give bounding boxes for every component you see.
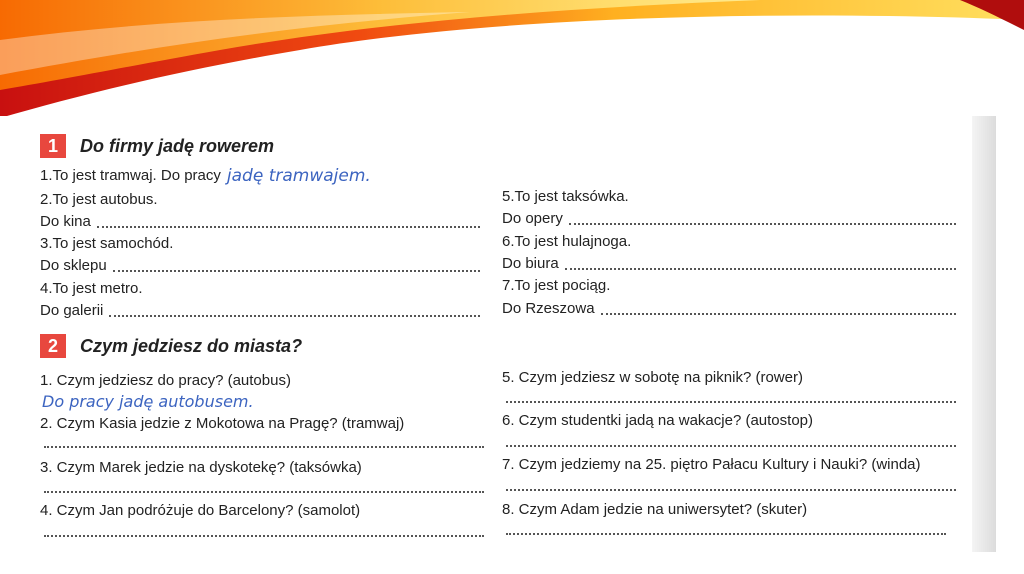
statement-6: 6.To jest hulajnoga.: [502, 233, 632, 250]
destination-7: Do Rzeszowa: [502, 299, 956, 319]
section-2-number: 2: [40, 334, 66, 358]
fill-blank[interactable]: [113, 270, 480, 272]
section-2-title: Czym jedziesz do miasta?: [80, 335, 303, 356]
question-4: 4. Czym Jan podróżuje do Barcelony? (samolot): [40, 502, 361, 519]
answer-blank-6[interactable]: [506, 445, 956, 447]
answer-blank-3[interactable]: [44, 491, 484, 493]
statement-2: 2.To jest autobus.: [40, 191, 158, 208]
destination-6: Do biura: [502, 254, 956, 274]
example-answer: jadę tramwajem.: [226, 166, 371, 186]
question-2: 2. Czym Kasia jedzie z Mokotowa na Pragę? (tramwaj): [40, 415, 405, 432]
answer-blank-8[interactable]: [506, 533, 946, 535]
question-6: 6. Czym studentki jadą na wakacje? (autostop): [502, 412, 813, 429]
fill-blank[interactable]: [569, 223, 956, 225]
statement-5: 5.To jest taksówka.: [502, 188, 629, 205]
statement-7: 7.To jest pociąg.: [502, 277, 611, 294]
question-5: 5. Czym jedziesz w sobotę na piknik? (rower): [502, 369, 803, 386]
slide-banner-decoration: [0, 0, 1024, 120]
fill-blank[interactable]: [601, 313, 956, 315]
fill-blank[interactable]: [565, 268, 956, 270]
statement-4: 4.To jest metro.: [40, 280, 143, 297]
page-edge-shadow: [972, 116, 996, 552]
question-1: 1. Czym jedziesz do pracy? (autobus): [40, 372, 291, 389]
section-1-example: [40, 166, 371, 186]
fill-blank[interactable]: [97, 226, 480, 228]
question-1-answer: Do pracy jadę autobusem.: [42, 392, 254, 411]
question-8: 8. Czym Adam jedzie na uniwersytet? (skuter): [502, 501, 808, 518]
question-7: 7. Czym jedziemy na 25. piętro Pałacu Kultury i Nauki? (winda): [502, 456, 921, 473]
section-1-header: [40, 134, 274, 158]
destination-3: Do sklepu: [40, 256, 480, 276]
destination-4: Do galerii: [40, 301, 480, 321]
destination-2: Do kina: [40, 212, 480, 232]
fill-blank[interactable]: [109, 315, 480, 317]
answer-blank-2[interactable]: [44, 446, 484, 448]
section-1-number: 1: [40, 134, 66, 158]
answer-blank-4[interactable]: [44, 535, 484, 537]
question-3: 3. Czym Marek jedzie na dyskotekę? (taksówka): [40, 459, 362, 476]
section-2-header: [40, 334, 302, 358]
example-prompt: 1.To jest tramwaj. Do pracy: [40, 167, 221, 184]
answer-blank-5[interactable]: [506, 401, 956, 403]
answer-blank-7[interactable]: [506, 489, 956, 491]
section-1-title: Do firmy jadę rowerem: [80, 135, 275, 156]
statement-3: 3.To jest samochód.: [40, 235, 174, 252]
destination-5: Do opery: [502, 209, 956, 229]
